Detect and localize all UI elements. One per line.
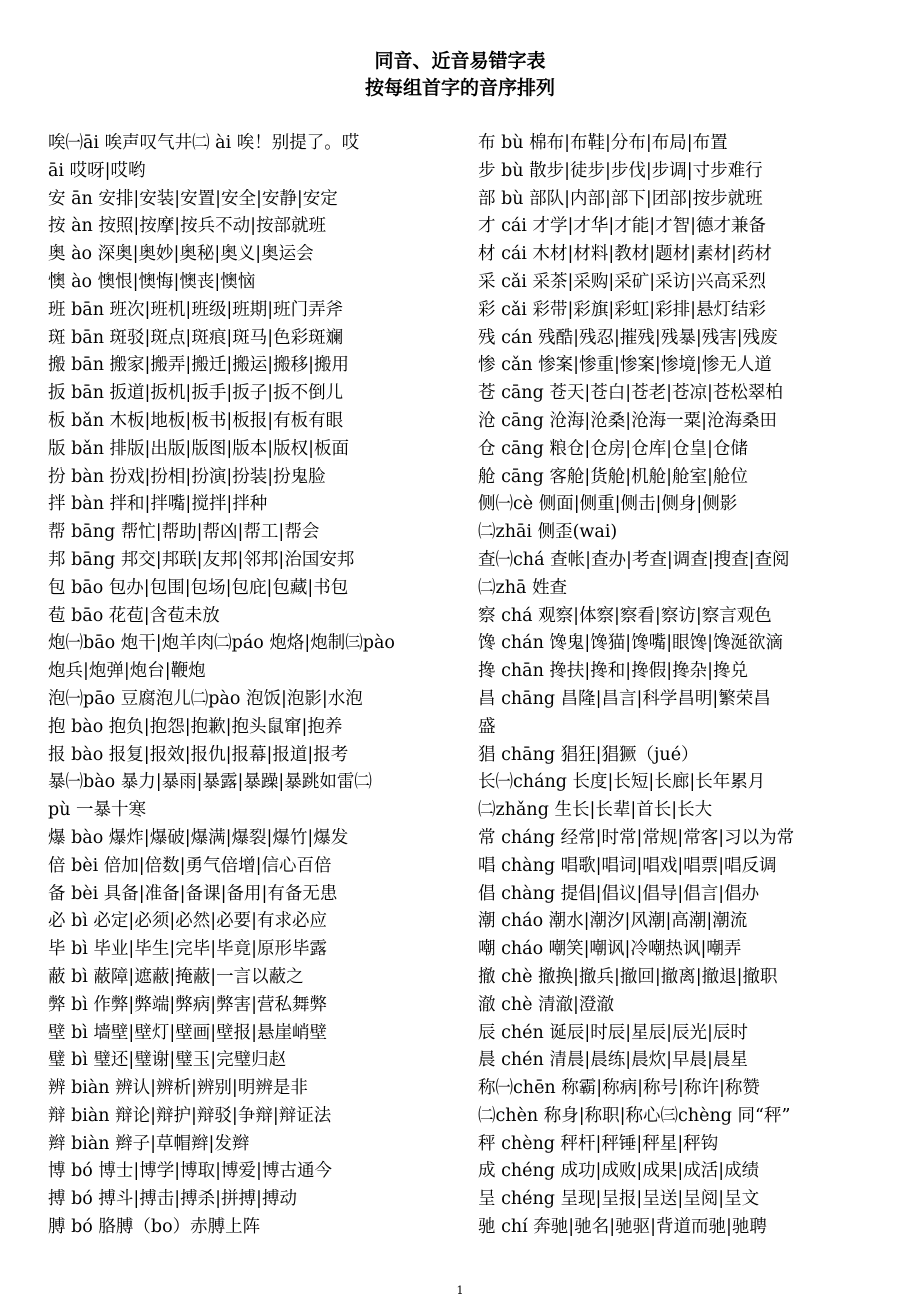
entry-line: 搏 bó 搏斗|搏击|搏杀|拼搏|搏动 bbox=[48, 1189, 297, 1210]
entry-line: 馋 chán 馋鬼|馋猫|馋嘴|眼馋|馋涎欲滴 bbox=[478, 633, 783, 654]
entry-line: 唉㈠āi 唉声叹气井㈡ ài 唉！别提了。哎 bbox=[48, 133, 360, 153]
entry-line: 搀 chān 搀扶|搀和|搀假|搀杂|搀兑 bbox=[478, 661, 748, 682]
entry-line: 察 chá 观察|体察|察看|察访|察言观色 bbox=[478, 605, 772, 626]
entry-line: 查㈠chá 查帐|查办|考查|调查|搜查|查阅 bbox=[478, 549, 790, 570]
entry-line: 璧 bì 璧还|璧谢|璧玉|完璧归赵 bbox=[48, 1050, 287, 1071]
entry-line: 壁 bì 墙壁|壁灯|壁画|壁报|悬崖峭壁 bbox=[48, 1022, 328, 1043]
entry-line: 辰 chén 诞辰|时辰|星辰|辰光|辰时 bbox=[478, 1022, 748, 1043]
entry-line: 安 ān 安排|安装|安置|安全|安静|安定 bbox=[48, 188, 338, 209]
entry-line: 苞 bāo 花苞|含苞未放 bbox=[48, 605, 220, 626]
entry-line: 博 bó 博士|博学|博取|博爱|博古通今 bbox=[48, 1161, 332, 1182]
entry-line: 版 bǎn 排版|出版|版图|版本|版权|板面 bbox=[48, 438, 350, 459]
entry-line: ㈡zhāi 侧歪(wai) bbox=[478, 522, 618, 543]
entry-line: 拌 bàn 拌和|拌嘴|搅拌|拌种 bbox=[48, 494, 268, 515]
page-number: 1 bbox=[456, 1284, 464, 1297]
entry-line: 仓 cāng 粮仓|仓房|仓库|仓皇|仓储 bbox=[478, 438, 748, 459]
entry-line: 侧㈠cè 侧面|侧重|侧击|侧身|侧影 bbox=[478, 494, 738, 515]
entry-line: 辩 biàn 辩论|辩护|辩驳|争辩|辩证法 bbox=[48, 1105, 332, 1126]
entry-line: 材 cái 木材|材料|教材|题材|素材|药材 bbox=[478, 244, 772, 265]
entry-line: 包 bāo 包办|包围|包场|包庇|包藏|书包 bbox=[48, 577, 349, 598]
entry-line: 秤 chèng 秤杆|秤锤|秤星|秤钩 bbox=[478, 1133, 719, 1154]
entry-line: 膊 bó 胳膊（bo）赤膊上阵 bbox=[48, 1217, 261, 1238]
entry-line: 辨 biàn 辨认|辨析|辨别|明辨是非 bbox=[48, 1078, 308, 1099]
entry-line: 晨 chén 清晨|晨练|晨炊|早晨|晨星 bbox=[478, 1050, 748, 1071]
left-column bbox=[48, 130, 448, 1242]
entry-line: 步 bù 散步|徒步|步伐|步调|寸步难行 bbox=[478, 160, 763, 181]
entry-line: 惨 cǎn 惨案|惨重|惨案|惨境|惨无人道 bbox=[478, 355, 772, 376]
entry-line: 必 bì 必定|必须|必然|必要|有求必应 bbox=[48, 911, 328, 932]
entry-line: 弊 bì 作弊|弊端|弊病|弊害|营私舞弊 bbox=[48, 994, 328, 1015]
entry-line: 常 cháng 经常|时常|常规|常客|习以为常 bbox=[478, 827, 795, 848]
entry-line: 唱 chàng 唱歌|唱词|唱戏|唱票|唱反调 bbox=[478, 855, 777, 876]
entry-line: 毕 bì 毕业|毕生|完毕|毕竟|原形毕露 bbox=[48, 939, 328, 960]
entry-line: 长㈠cháng 长度|长短|长廊|长年累月 bbox=[478, 772, 766, 793]
entry-line: 蔽 bì 蔽障|遮蔽|掩蔽|一言以蔽之 bbox=[48, 966, 304, 987]
entry-line: 爆 bào 爆炸|爆破|爆满|爆裂|爆竹|爆发 bbox=[48, 827, 349, 848]
entry-line: 嘲 cháo 嘲笑|嘲讽|冷嘲热讽|嘲弄 bbox=[478, 939, 742, 960]
entry-line: 泡㈠pāo 豆腐泡儿㈡pào 泡饭|泡影|水泡 bbox=[48, 688, 363, 709]
entry-line: 奥 ào 深奥|奥妙|奥秘|奥义|奥运会 bbox=[48, 244, 314, 265]
entry-line: 炮㈠bāo 炮干|炮羊肉㈡páo 炮烙|炮制㈢pào bbox=[48, 633, 395, 654]
entry-line: 暴㈠bào 暴力|暴雨|暴露|暴躁|暴跳如雷㈡ bbox=[48, 772, 372, 793]
entry-line: 猖 chāng 猖狂|猖獗（jué） bbox=[478, 744, 699, 765]
entry-line: 驰 chí 奔驰|驰名|驰驱|背道而驰|驰聘 bbox=[478, 1217, 767, 1238]
entry-line: 布 bù 棉布|布鞋|分布|布局|布置 bbox=[478, 133, 728, 153]
document-title: 同音、近音易错字表 bbox=[374, 50, 546, 72]
entry-line: 扳 bān 扳道|扳机|扳手|扳子|扳不倒儿 bbox=[48, 383, 344, 404]
entry-line: 扮 bàn 扮戏|扮相|扮演|扮装|扮鬼脸 bbox=[48, 466, 326, 487]
entry-line: 沧 cāng 沧海|沧桑|沧海一粟|沧海桑田 bbox=[478, 410, 778, 431]
entry-line: 备 bèi 具备|准备|备课|备用|有备无患 bbox=[48, 883, 338, 904]
entry-line: 澈 chè 清澈|澄澈 bbox=[478, 994, 614, 1015]
entry-line: 抱 bào 抱负|抱怨|抱歉|抱头鼠窜|抱养 bbox=[48, 716, 343, 737]
entry-line: 盛 bbox=[478, 716, 496, 737]
entry-line: 称㈠chēn 称霸|称病|称号|称许|称赞 bbox=[478, 1078, 760, 1099]
entry-line: 斑 bān 斑驳|斑点|斑痕|斑马|色彩斑斓 bbox=[48, 327, 344, 348]
entry-line: 炮兵|炮弹|炮台|鞭炮 bbox=[48, 661, 206, 682]
entry-line: 撤 chè 撤换|撤兵|撤回|撤离|撤退|撤职 bbox=[478, 966, 778, 987]
document-subtitle: 按每组首字的音序排列 bbox=[364, 77, 555, 99]
entry-line: 辫 biàn 辫子|草帽辫|发辫 bbox=[48, 1133, 250, 1154]
entry-line: ㈡zhā 姓查 bbox=[478, 577, 567, 598]
entry-line: 彩 cǎi 彩带|彩旗|彩虹|彩排|悬灯结彩 bbox=[478, 299, 767, 320]
entry-line: 昌 chāng 昌隆|昌言|科学昌明|繁荣昌 bbox=[478, 688, 771, 709]
entry-line: 呈 chéng 呈现|呈报|呈送|呈阅|呈文 bbox=[478, 1189, 760, 1210]
entry-line: 邦 bāng 邦交|邦联|友邦|邻邦|治国安邦 bbox=[48, 549, 355, 570]
entry-line: 班 bān 班次|班机|班级|班期|班门弄斧 bbox=[48, 299, 344, 320]
entry-line: 倍 bèi 倍加|倍数|勇气倍增|信心百倍 bbox=[48, 855, 332, 876]
entry-line: ㈡zhǎng 生长|长辈|首长|长大 bbox=[478, 800, 713, 821]
entry-line: 残 cán 残酷|残忍|摧残|残暴|残害|残废 bbox=[478, 327, 778, 348]
entry-line: 按 àn 按照|按摩|按兵不动|按部就班 bbox=[48, 216, 327, 237]
entry-line: 板 bǎn 木板|地板|板书|板报|有板有眼 bbox=[48, 410, 344, 431]
entry-line: 报 bào 报复|报效|报仇|报幕|报道|报考 bbox=[48, 744, 349, 765]
entry-line: ㈡chèn 称身|称职|称心㈢chèng 同“秤” bbox=[478, 1105, 791, 1126]
entry-line: 懊 ào 懊恨|懊悔|懊丧|懊恼 bbox=[48, 271, 256, 292]
entry-line: āi 哎呀|哎哟 bbox=[48, 160, 146, 181]
entry-line: 才 cái 才学|才华|才能|才智|德才兼备 bbox=[478, 216, 767, 237]
entry-line: 潮 cháo 潮水|潮汐|风潮|高潮|潮流 bbox=[478, 911, 748, 932]
entry-line: pù 一暴十寒 bbox=[48, 800, 147, 821]
entry-line: 苍 cāng 苍天|苍白|苍老|苍凉|苍松翠柏 bbox=[478, 383, 783, 404]
entry-line: 帮 bāng 帮忙|帮助|帮凶|帮工|帮会 bbox=[48, 522, 320, 543]
entry-line: 部 bù 部队|内部|部下|团部|按步就班 bbox=[478, 188, 763, 209]
entry-line: 采 cǎi 采茶|采购|采矿|采访|兴高采烈 bbox=[478, 271, 767, 292]
entry-line: 搬 bān 搬家|搬弄|搬迁|搬运|搬移|搬用 bbox=[48, 355, 350, 376]
entry-line: 成 chéng 成功|成败|成果|成活|成绩 bbox=[478, 1161, 760, 1182]
right-column bbox=[478, 130, 898, 1242]
entry-line: 舱 cāng 客舱|货舱|机舱|舱室|舱位 bbox=[478, 466, 748, 487]
entry-line: 倡 chàng 提倡|倡议|倡导|倡言|倡办 bbox=[478, 883, 760, 904]
